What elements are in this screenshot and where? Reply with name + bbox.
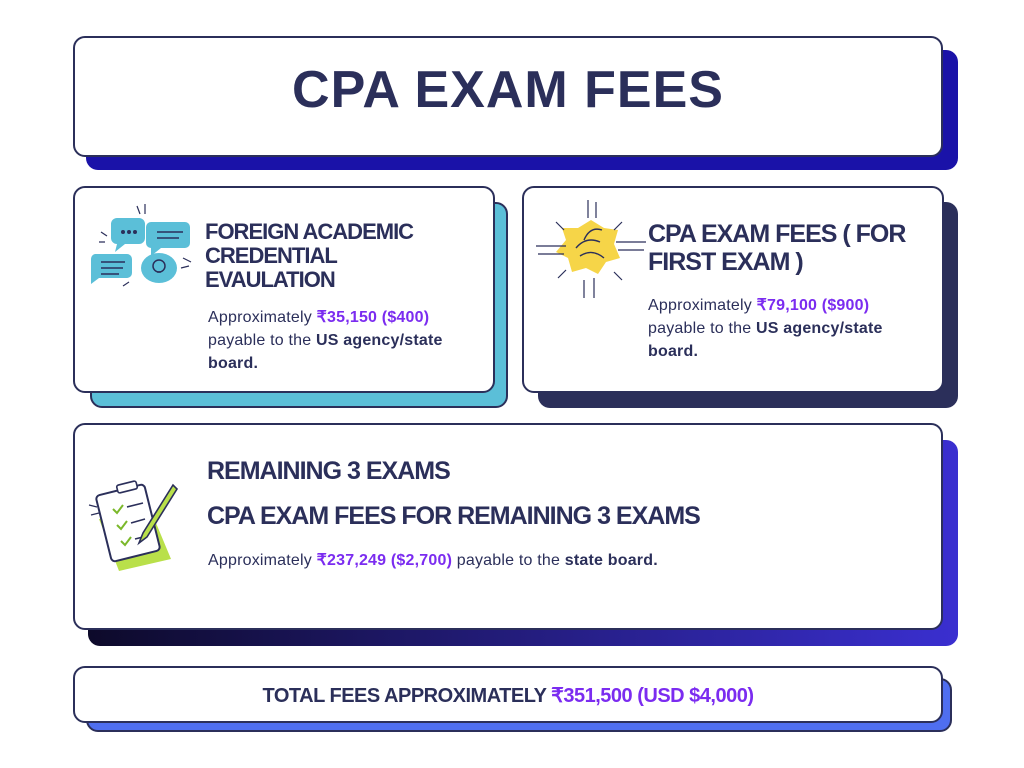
total-amount: ₹351,500 (USD $4,000) [551, 685, 754, 707]
page-title: CPA EXAM FEES [292, 61, 724, 119]
first-exam-amount: ₹79,100 ($900) [756, 297, 870, 314]
total-fees [75, 683, 941, 708]
remaining-heading: REMAINING 3 EXAMS CPA EXAM FEES FOR REMAINING 3 EXAMS [207, 457, 700, 530]
remaining-description: Approximately ₹237,249 ($2,700) payable to the state board. [208, 552, 658, 569]
remaining-amount: ₹237,249 ($2,700) [316, 552, 453, 569]
first-exam-description: Approximately ₹79,100 ($900) payable to the US agency/state board. [648, 297, 883, 360]
first-exam-heading: CPA EXAM FEES ( FOR FIRST EXAM ) [648, 220, 906, 276]
team-hands-icon [536, 200, 646, 300]
foreign-amount: ₹35,150 ($400) [316, 309, 430, 326]
checklist-icon [87, 475, 187, 575]
total-card [73, 666, 943, 723]
remaining-exams-card [73, 423, 943, 630]
first-exam-card [522, 186, 944, 393]
foreign-description: Approximately ₹35,150 ($400) payable to the US agency/state board. [208, 309, 443, 372]
total-label: TOTAL FEES APPROXIMATELY [262, 685, 547, 707]
foreign-heading: FOREIGN ACADEMIC CREDENTIAL EVAULATION [205, 219, 414, 292]
title-card [73, 36, 943, 157]
foreign-credential-card [73, 186, 495, 393]
chat-bubbles-icon [87, 202, 197, 292]
